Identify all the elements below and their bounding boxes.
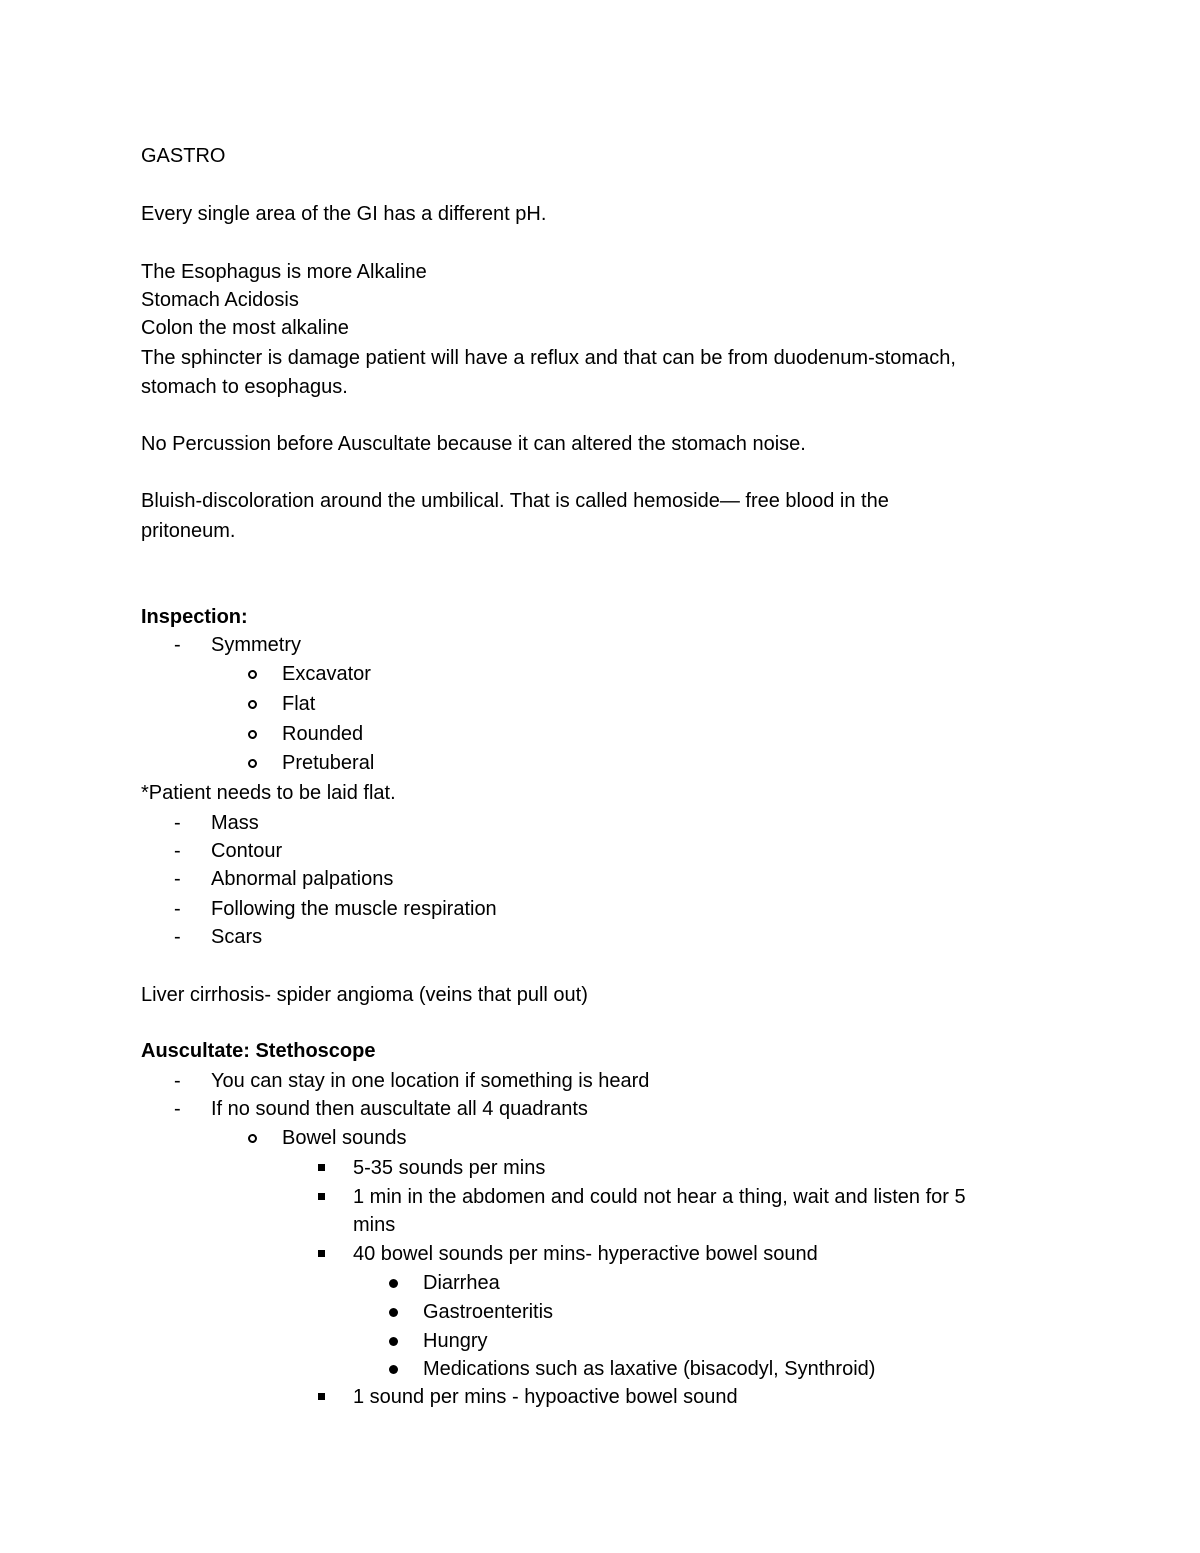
auscultate-heading: Auscultate: Stethoscope: [141, 1040, 376, 1062]
list-item-symmetry: Symmetry: [211, 634, 301, 656]
shape-item: Excavator: [282, 663, 371, 685]
dash-bullet: -: [174, 868, 181, 890]
dash-bullet: -: [174, 1070, 181, 1092]
paragraph-bluish-cont: pritoneum.: [141, 520, 236, 542]
dash-bullet: -: [174, 898, 181, 920]
document-title: GASTRO: [141, 145, 226, 167]
square-bullet: [318, 1393, 325, 1400]
cause-item: Medications such as laxative (bisacodyl, Synthroid): [423, 1358, 876, 1380]
shape-item: Rounded: [282, 723, 364, 745]
line-esophagus: The Esophagus is more Alkaline: [141, 261, 427, 283]
square-bullet: [318, 1250, 325, 1257]
paragraph-bluish: Bluish-discoloration around the umbilical. That is called hemoside— free blood in the: [141, 490, 889, 512]
inspection-heading: Inspection:: [141, 606, 248, 628]
list-item: If no sound then auscultate all 4 quadrants: [211, 1098, 588, 1120]
list-item: Mass: [211, 812, 259, 834]
list-item: Contour: [211, 840, 283, 862]
dash-bullet: -: [174, 926, 181, 948]
shape-item: Flat: [282, 693, 316, 715]
disc-bullet: [389, 1308, 398, 1317]
inspection-note: *Patient needs to be laid flat.: [141, 782, 396, 804]
paragraph-liver: Liver cirrhosis- spider angioma (veins that pull out): [141, 984, 588, 1006]
disc-bullet: [389, 1365, 398, 1374]
list-item: Abnormal palpations: [211, 868, 394, 890]
line-colon: Colon the most alkaline: [141, 317, 349, 339]
square-bullet: [318, 1193, 325, 1200]
disc-bullet: [389, 1337, 398, 1346]
list-item: You can stay in one location if something is heard: [211, 1070, 650, 1092]
list-item: Following the muscle respiration: [211, 898, 497, 920]
dash-bullet: -: [174, 1098, 181, 1120]
disc-bullet: [389, 1279, 398, 1288]
paragraph-ph: Every single area of the GI has a different pH.: [141, 203, 547, 225]
square-bullet: [318, 1164, 325, 1171]
cause-item: Hungry: [423, 1330, 488, 1352]
detail-item: 1 min in the abdomen and could not hear a thing, wait and listen for 5: [353, 1186, 966, 1208]
detail-item-cont: mins: [353, 1214, 396, 1236]
shape-item: Pretuberal: [282, 752, 375, 774]
cause-item: Diarrhea: [423, 1272, 500, 1294]
paragraph-percussion: No Percussion before Auscultate because it can altered the stomach noise.: [141, 433, 806, 455]
dash-bullet: -: [174, 840, 181, 862]
list-item: Scars: [211, 926, 263, 948]
cause-item: Gastroenteritis: [423, 1301, 554, 1323]
dash-bullet: -: [174, 812, 181, 834]
detail-item: 5-35 sounds per mins: [353, 1157, 546, 1179]
detail-item: 1 sound per mins - hypoactive bowel sound: [353, 1386, 738, 1408]
circle-bullet: [248, 759, 257, 768]
list-item-bowel: Bowel sounds: [282, 1127, 407, 1149]
dash-bullet: -: [174, 634, 181, 656]
line-sphincter-cont: stomach to esophagus.: [141, 376, 348, 398]
circle-bullet: [248, 1134, 257, 1143]
line-sphincter: The sphincter is damage patient will have a reflux and that can be from duodenum-stomach,: [141, 347, 956, 369]
circle-bullet: [248, 670, 257, 679]
detail-item: 40 bowel sounds per mins- hyperactive bowel sound: [353, 1243, 818, 1265]
circle-bullet: [248, 730, 257, 739]
circle-bullet: [248, 700, 257, 709]
line-stomach: Stomach Acidosis: [141, 289, 299, 311]
